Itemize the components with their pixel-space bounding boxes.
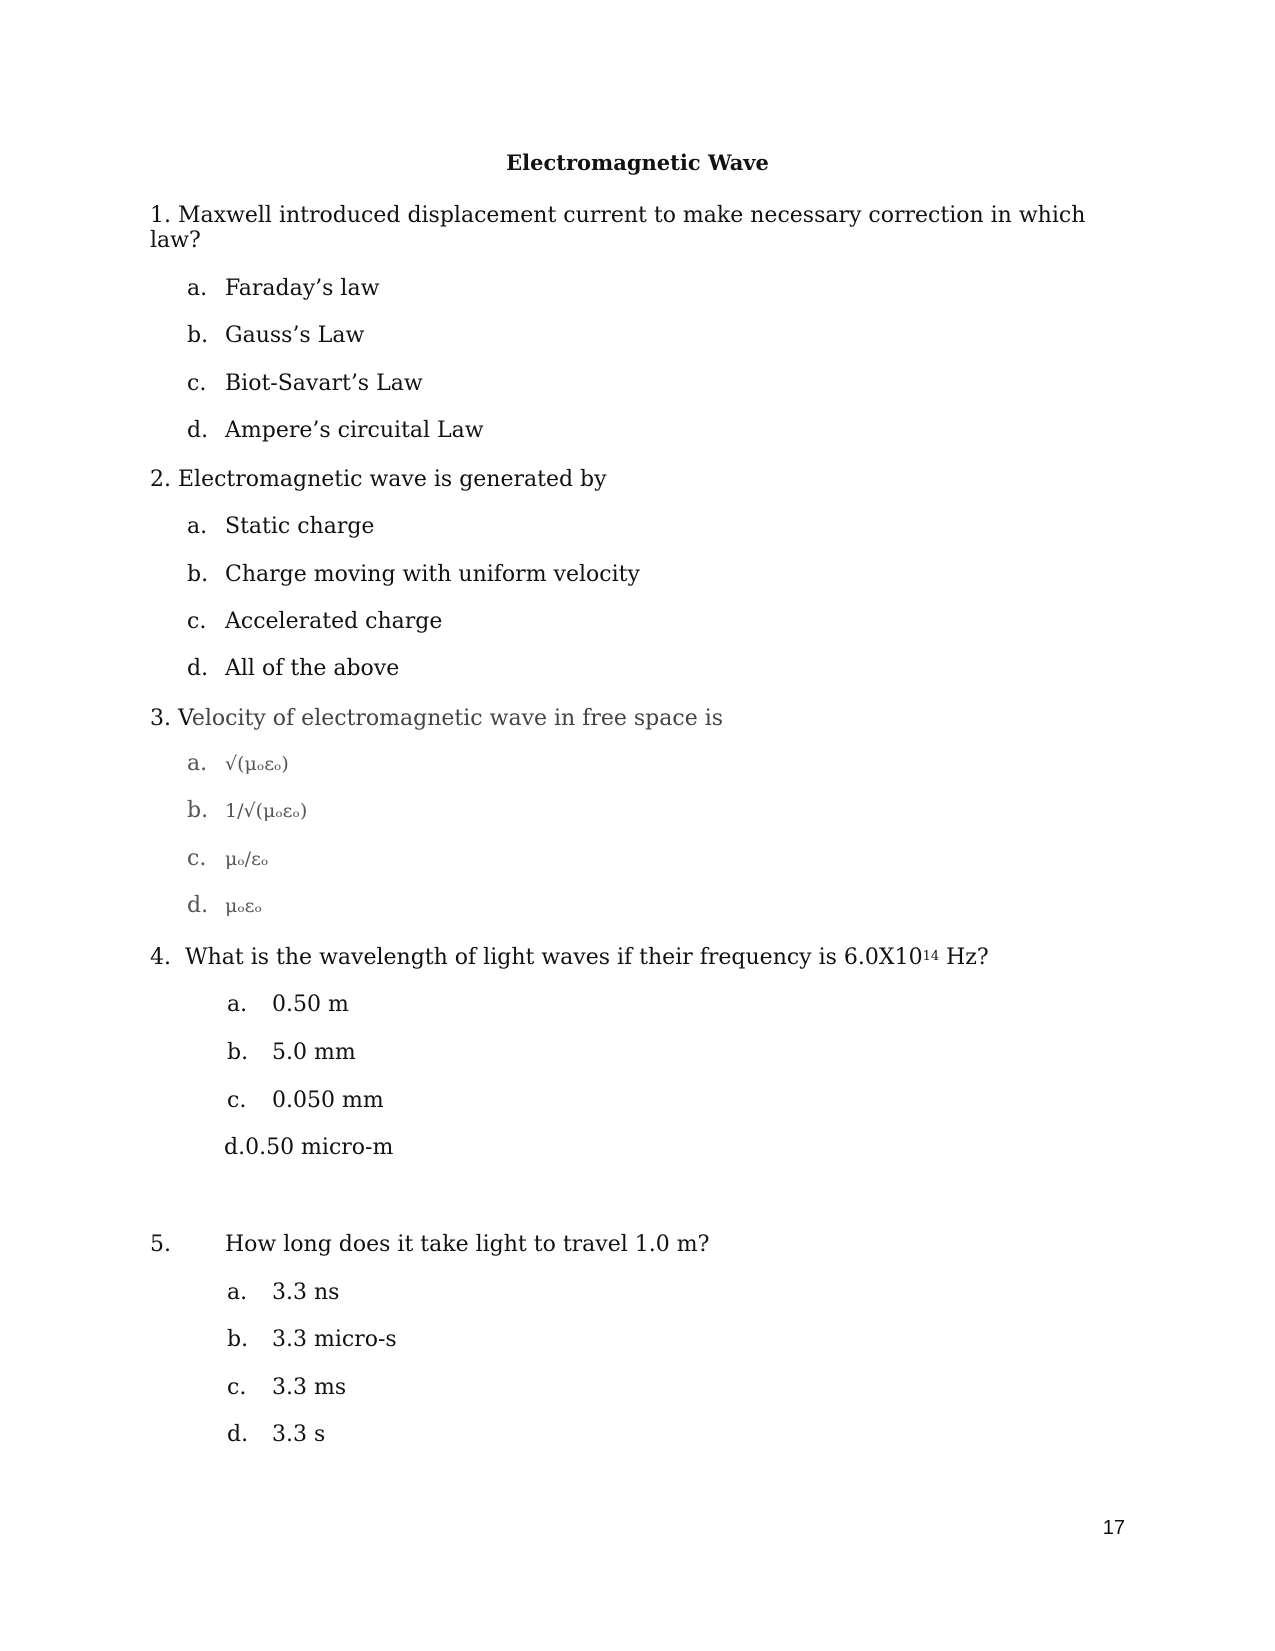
option-label: d. <box>187 893 209 918</box>
option-label: d. <box>187 418 209 443</box>
option-label: d. <box>187 656 209 681</box>
option-2a <box>187 514 374 539</box>
option-label: a. <box>227 992 248 1017</box>
option-5c <box>227 1375 346 1400</box>
option-label: c. <box>187 371 207 396</box>
option-text: 3.3 ns <box>272 1280 340 1305</box>
option-text: μₒεₒ <box>225 895 262 917</box>
option-text: Biot-Savart’s Law <box>225 371 423 396</box>
option-text: Accelerated charge <box>225 609 443 634</box>
option-text: μₒ/εₒ <box>225 848 269 870</box>
option-3a <box>187 751 289 777</box>
option-text: 0.50 m <box>272 992 349 1017</box>
exponent: 14 <box>922 949 940 964</box>
option-label: b. <box>187 798 209 823</box>
question-number: 3. <box>150 706 171 731</box>
option-label: a. <box>187 276 208 301</box>
option-label: a. <box>227 1280 248 1305</box>
option-label: c. <box>187 846 207 871</box>
option-4a <box>227 992 349 1017</box>
question-text: Electromagnetic wave is generated by <box>178 467 607 492</box>
option-text: Faraday’s law <box>225 276 380 301</box>
option-2c <box>187 609 442 634</box>
option-5d <box>227 1422 325 1447</box>
option-3d <box>187 893 262 919</box>
option-3c <box>187 846 268 872</box>
option-text: 0.050 mm <box>272 1088 384 1113</box>
question-number: 1. <box>150 203 171 228</box>
page-number: 17 <box>1102 1517 1125 1539</box>
question-1 <box>150 203 1090 253</box>
option-5b <box>227 1327 397 1352</box>
option-text: Charge moving with uniform velocity <box>225 562 640 587</box>
option-text: Static charge <box>225 514 375 539</box>
option-label: a. <box>187 751 208 776</box>
option-label: b. <box>227 1327 249 1352</box>
question-2 <box>150 467 607 492</box>
option-text: Gauss’s Law <box>225 323 365 348</box>
option-2d <box>187 656 399 681</box>
question-text: elocity of electromagnetic wave in free space is <box>191 706 724 731</box>
question-text: What is the wavelength of light waves if their frequency is 6.0X10 <box>185 945 923 970</box>
question-text: Maxwell introduced displacement current to make necessary correction in which law? <box>150 203 1086 253</box>
question-text-end: Hz? <box>939 945 989 970</box>
option-label: b. <box>227 1040 249 1065</box>
option-text: 3.3 s <box>272 1422 326 1447</box>
option-text: 0.50 micro-m <box>245 1135 394 1160</box>
option-label: d. <box>227 1422 249 1447</box>
option-4b <box>227 1040 356 1065</box>
option-1c <box>187 371 423 396</box>
question-3 <box>150 706 723 731</box>
page-title: Electromagnetic Wave <box>506 150 769 175</box>
option-1b <box>187 323 364 348</box>
option-label: b. <box>187 562 209 587</box>
option-label: c. <box>227 1088 247 1113</box>
option-label: b. <box>187 323 209 348</box>
option-1a <box>187 276 379 301</box>
option-text: √(μₒεₒ) <box>225 753 289 775</box>
option-label: c. <box>227 1375 247 1400</box>
question-number: 2. <box>150 467 171 492</box>
question-5-text: How long does it take light to travel 1.0 m? <box>225 1232 710 1257</box>
option-text: Ampere’s circuital Law <box>225 418 484 443</box>
option-text: 3.3 ms <box>272 1375 347 1400</box>
option-1d <box>187 418 484 443</box>
question-number: 4. <box>150 945 171 970</box>
option-text: 3.3 micro-s <box>272 1327 397 1352</box>
option-text: 1/√(μₒεₒ) <box>225 800 308 822</box>
option-4d <box>224 1135 393 1160</box>
option-label: d. <box>224 1135 246 1160</box>
option-3b <box>187 798 307 824</box>
question-text-initial: V <box>178 706 192 731</box>
option-label: a. <box>187 514 208 539</box>
option-text: 5.0 mm <box>272 1040 356 1065</box>
option-2b <box>187 562 640 587</box>
option-4c <box>227 1088 384 1113</box>
option-text: All of the above <box>225 656 400 681</box>
option-5a <box>227 1280 339 1305</box>
question-4 <box>150 945 989 970</box>
option-label: c. <box>187 609 207 634</box>
question-5-number: 5. <box>150 1232 171 1257</box>
